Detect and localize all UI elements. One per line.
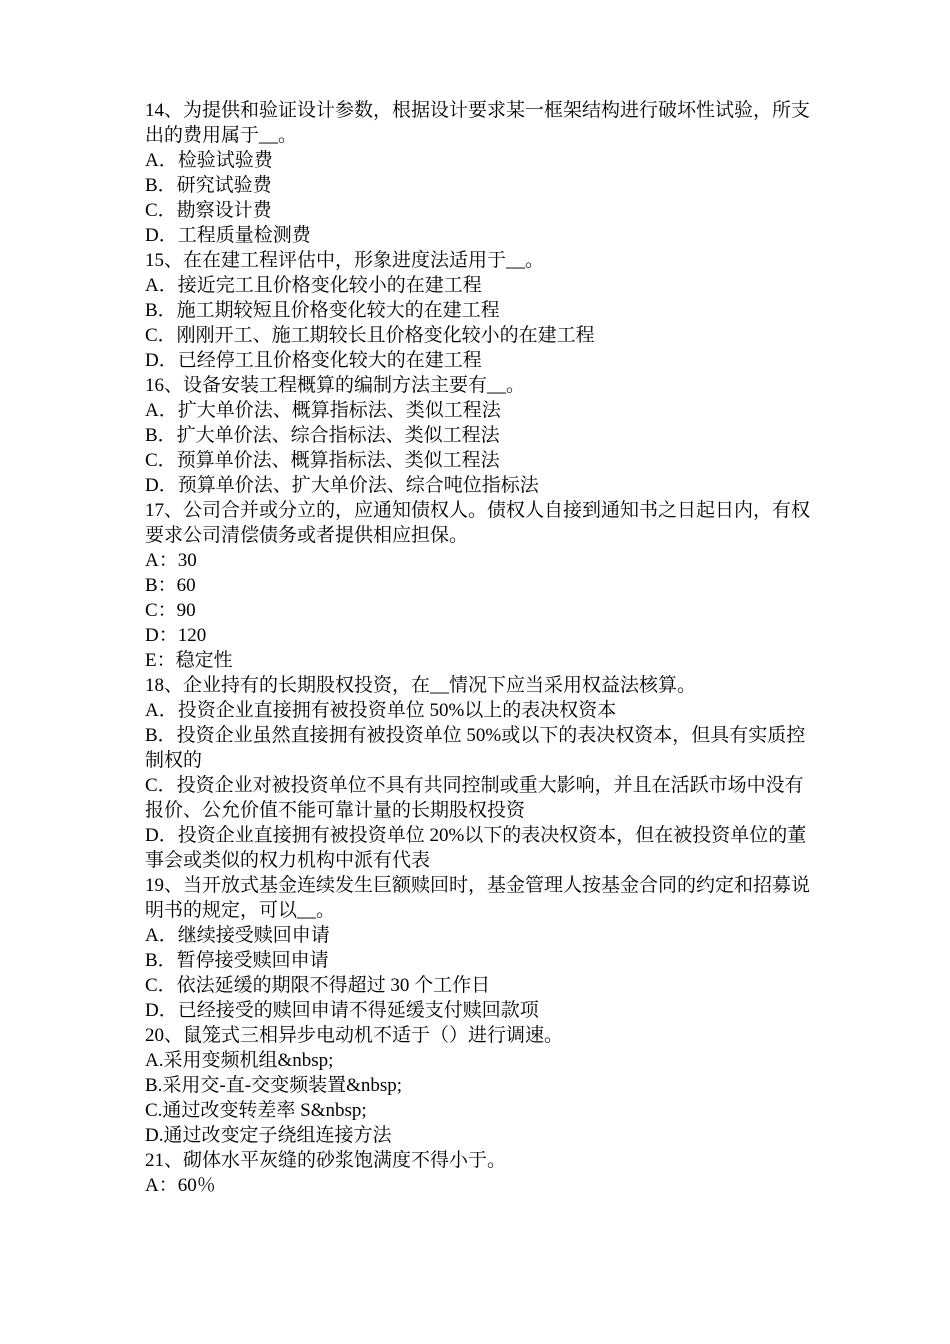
option-text-line: 制权的 <box>145 750 203 771</box>
option-text-line: 报价、公允价值不能可靠计量的长期股权投资 <box>145 800 526 821</box>
question-19-option-d: D．已经接受的赎回申请不得延缓支付赎回款项 <box>145 1000 539 1021</box>
question-14-option-b: B．研究试验费 <box>145 175 272 196</box>
question-19-stem-line-1: 19、当开放式基金连续发生巨额赎回时，基金管理人按基金合同的约定和招募说 <box>145 875 811 896</box>
question-16-option-a: A．扩大单价法、概算指标法、类似工程法 <box>145 400 501 421</box>
question-18-option-b <box>145 723 835 773</box>
option-text-line: B．投资企业虽然直接拥有被投资单位 50%或以下的表决权资本，但具有实质控 <box>145 725 806 746</box>
question-18-option-c <box>145 773 835 823</box>
question-21 <box>145 1148 835 1198</box>
question-15-option-b: B．施工期较短且价格变化较大的在建工程 <box>145 300 500 321</box>
question-15-option-d: D．已经停工且价格变化较大的在建工程 <box>145 350 482 371</box>
question-16-option-d: D．预算单价法、扩大单价法、综合吨位指标法 <box>145 475 539 496</box>
question-21-option-a: A：60％ <box>145 1175 216 1196</box>
question-17 <box>145 498 835 673</box>
option-text-line: D．投资企业直接拥有被投资单位 20%以下的表决权资本，但在被投资单位的董 <box>145 825 807 846</box>
question-18-option-a <box>145 698 835 723</box>
question-20-option-c: C.通过改变转差率 S&nbsp; <box>145 1100 367 1121</box>
question-19-option-a: A．继续接受赎回申请 <box>145 925 330 946</box>
question-21-stem-line-1: 21、砌体水平灰缝的砂浆饱满度不得小于。 <box>145 1150 507 1171</box>
question-15-stem-line-1: 15、在在建工程评估中，形象进度法适用于__。 <box>145 250 545 271</box>
question-20-option-b: B.采用交-直-交变频装置&nbsp; <box>145 1075 403 1096</box>
question-19 <box>145 873 835 1023</box>
question-20-stem-line-1: 20、鼠笼式三相异步电动机不适于（）进行调速。 <box>145 1025 564 1046</box>
question-14-option-a: A．检验试验费 <box>145 150 273 171</box>
question-19-option-c: C．依法延缓的期限不得超过 30 个工作日 <box>145 975 491 996</box>
question-16-option-b: B．扩大单价法、综合指标法、类似工程法 <box>145 425 500 446</box>
question-15-option-a: A．接近完工且价格变化较小的在建工程 <box>145 275 482 296</box>
question-14 <box>145 98 835 248</box>
question-17-option-a: A：30 <box>145 550 197 571</box>
question-15-option-c: C．刚刚开工、施工期较长且价格变化较小的在建工程 <box>145 325 595 346</box>
question-16-stem-line-1: 16、设备安装工程概算的编制方法主要有__。 <box>145 375 526 396</box>
question-17-stem-line-1: 17、公司合并或分立的，应通知债权人。债权人自接到通知书之日起日内，有权 <box>145 500 811 521</box>
question-20-option-a: A.采用变频机组&nbsp; <box>145 1050 334 1071</box>
question-14-stem-line-1: 14、为提供和验证设计参数，根据设计要求某一框架结构进行破坏性试验，所支 <box>145 100 811 121</box>
question-18-stem-line-1: 18、企业持有的长期股权投资，在__情况下应当采用权益法核算。 <box>145 675 697 696</box>
question-17-option-d: D：120 <box>145 625 207 646</box>
question-18-option-d <box>145 823 835 873</box>
question-20 <box>145 1023 835 1148</box>
question-18 <box>145 673 835 873</box>
question-19-option-b: B．暂停接受赎回申请 <box>145 950 329 971</box>
option-text-line: A．投资企业直接拥有被投资单位 50%以上的表决权资本 <box>145 700 617 721</box>
question-20-option-d: D.通过改变定子绕组连接方法 <box>145 1125 392 1146</box>
question-15 <box>145 248 835 373</box>
question-14-option-d: D．工程质量检测费 <box>145 225 311 246</box>
question-17-stem-line-2: 要求公司清偿债务或者提供相应担保。 <box>145 525 469 546</box>
question-14-option-c: C．勘察设计费 <box>145 200 272 221</box>
question-19-stem-line-2: 明书的规定，可以__。 <box>145 900 336 921</box>
question-17-option-e: E：稳定性 <box>145 650 233 671</box>
question-14-stem-line-2: 出的费用属于__。 <box>145 125 298 146</box>
question-16-option-c: C．预算单价法、概算指标法、类似工程法 <box>145 450 500 471</box>
option-text-line: 事会或类似的权力机构中派有代表 <box>145 850 431 871</box>
question-17-option-b: B：60 <box>145 575 196 596</box>
option-text-line: C．投资企业对被投资单位不具有共同控制或重大影响，并且在活跃市场中没有 <box>145 775 804 796</box>
question-17-option-c: C：90 <box>145 600 196 621</box>
question-16 <box>145 373 835 498</box>
document-body <box>145 98 835 1198</box>
